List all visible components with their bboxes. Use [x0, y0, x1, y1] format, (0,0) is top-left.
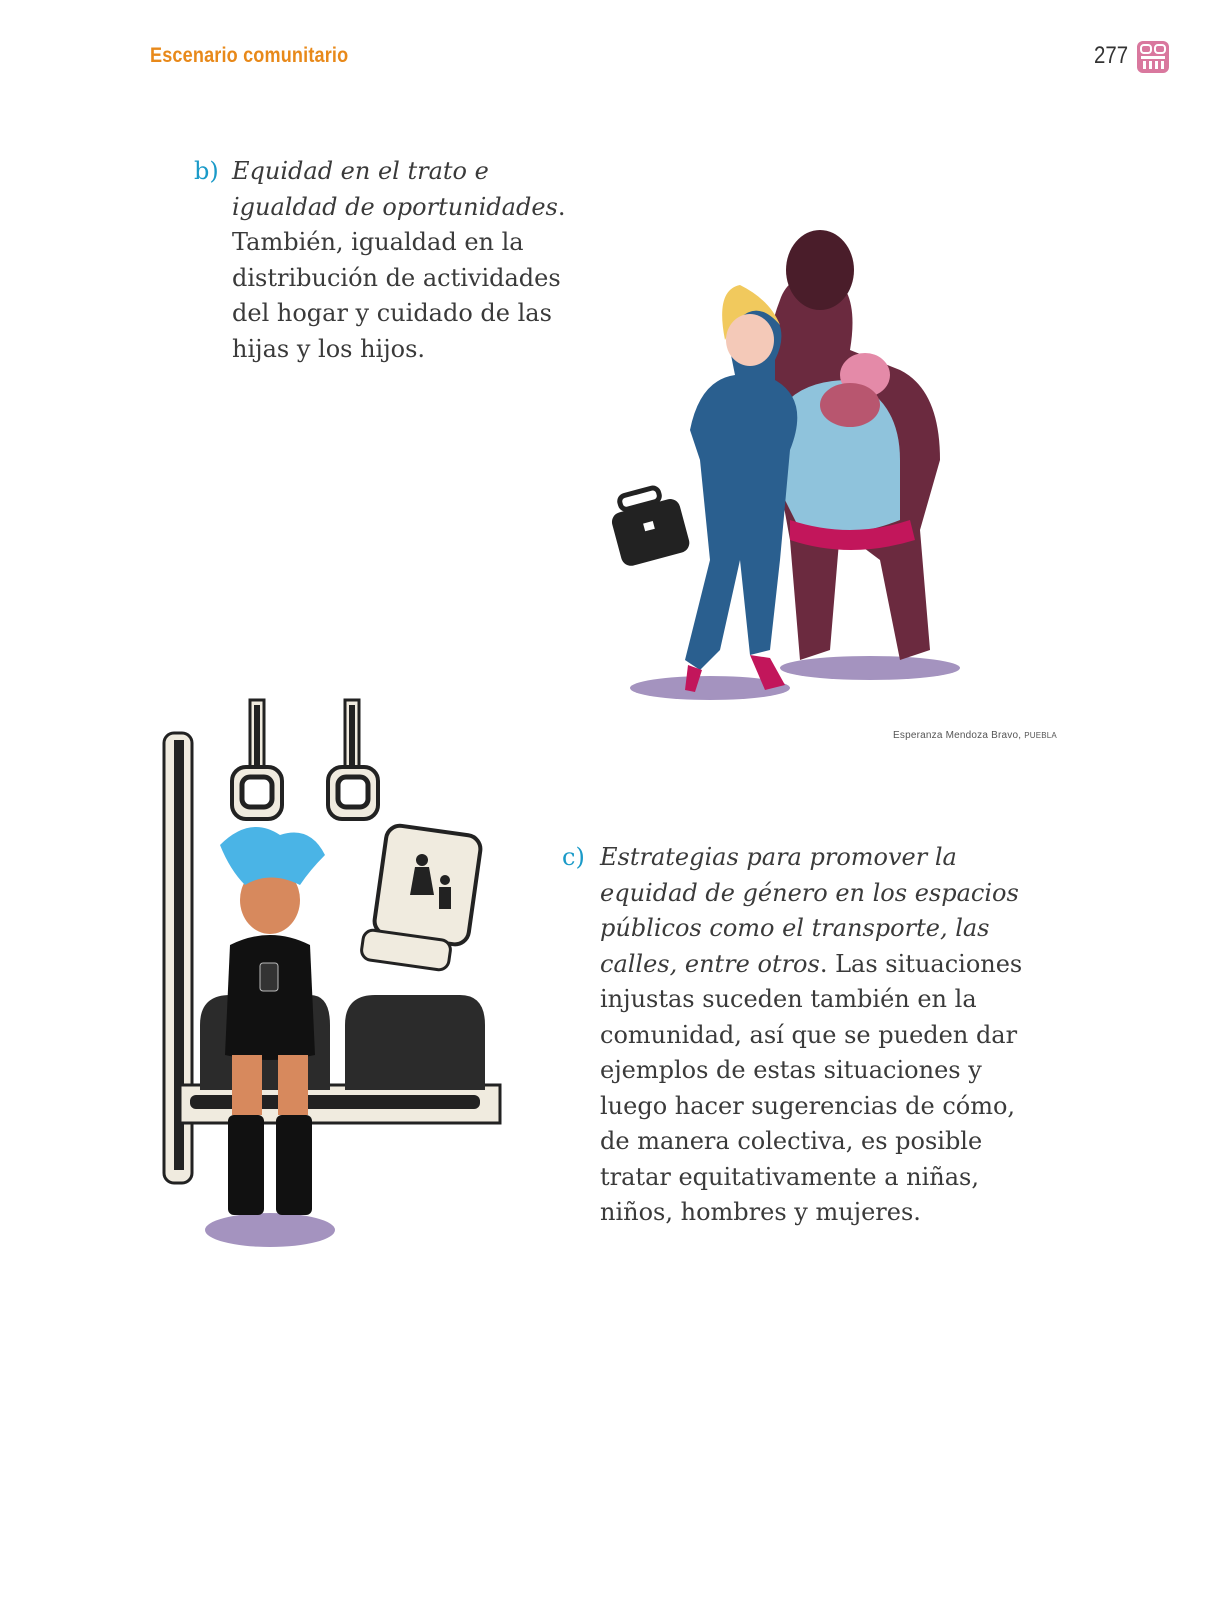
item-b: b) Equidad en el trato e igualdad de oportunidades. También, igualdad en la distribución de actividades del hogar y cuidado de las hijas y los hijos. — [232, 154, 592, 367]
family-illustration — [600, 230, 980, 710]
item-italic-text: Equidad en el trato e igualdad de oportunidades — [232, 157, 558, 221]
item-letter: c) — [562, 843, 585, 871]
section-title: Escenario comunitario — [150, 44, 349, 67]
transport-illustration — [160, 695, 505, 1255]
section-glyph-icon — [1136, 40, 1170, 74]
item-body-text: También, igualdad en la distribución de actividades del hogar y cuidado de las hijas y los hijos. — [232, 228, 561, 363]
item-c: c) Estrategias para promover la equidad de género en los espacios públicos como el transporte, las calles, entre otros. Las situaciones injustas suceden también en la comunidad, así que se pueden dar ejemplos de estas situaciones y luego hacer sugerencias de cómo, de manera colectiva, es posible tratar equitativamente a niñas, niños, hombres y mujeres. — [600, 840, 1030, 1231]
item-letter: b) — [194, 157, 219, 185]
item-italic-text: Estrategias para promover la equidad de género en los espacios públicos como el transporte, las calles, entre otros — [600, 843, 1019, 978]
illustration-credit: Esperanza Mendoza Bravo, PUEBLA — [893, 730, 1057, 741]
page-number: 277 — [1094, 42, 1129, 69]
item-body-text: Las situaciones injustas suceden también en la comunidad, así que se pueden dar ejemplos de estas situaciones y luego hacer sugerencias de cómo, de manera colectiva, es posible tratar equitativamente a niñas, niños, hombres y mujeres. — [600, 949, 1023, 1226]
